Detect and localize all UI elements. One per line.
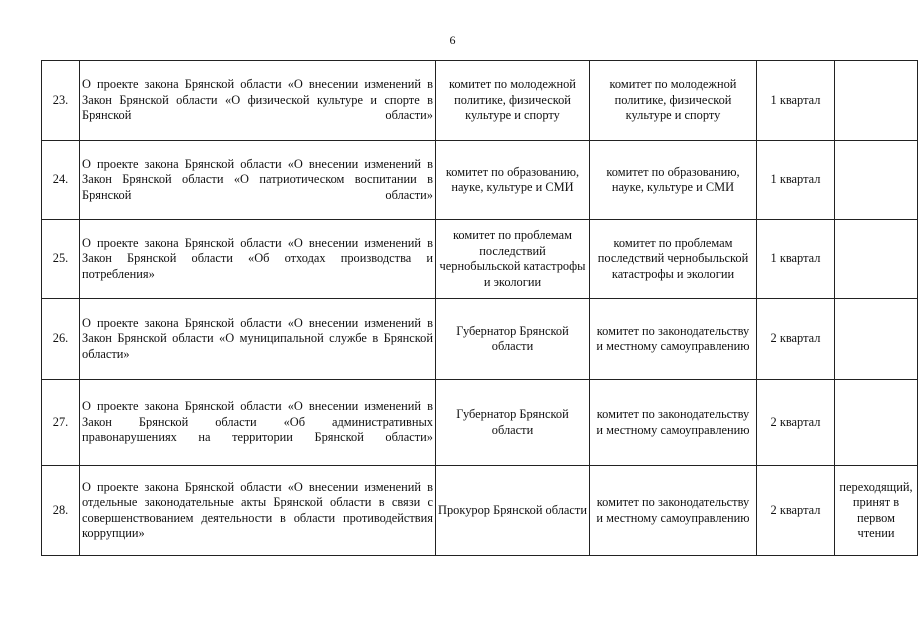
row-number: 25. bbox=[42, 220, 80, 299]
bill-title: О проекте закона Брянской области «О внесении изменений в Закон Брянской области «Об административных правонарушениях на территории Брянской области» bbox=[80, 380, 436, 466]
row-number: 24. bbox=[42, 141, 80, 220]
responsible-committee: комитет по образованию, науке, культуре и СМИ bbox=[590, 141, 757, 220]
table-row bbox=[42, 220, 918, 299]
responsible-committee: комитет по законодательству и местному самоуправлению bbox=[590, 466, 757, 556]
review-term: 1 квартал bbox=[757, 220, 835, 299]
table-row bbox=[42, 61, 918, 141]
bill-initiator: комитет по молодежной политике, физической культуре и спорту bbox=[436, 61, 590, 141]
bill-title: О проекте закона Брянской области «О внесении изменений в отдельные законодательные акты Брянской области в связи с совершенствованием деятельности в области противодействия коррупции» bbox=[80, 466, 436, 556]
table-row bbox=[42, 141, 918, 220]
bill-initiator: Прокурор Брянской области bbox=[436, 466, 590, 556]
table-row bbox=[42, 466, 918, 556]
review-term: 2 квартал bbox=[757, 299, 835, 380]
row-number: 27. bbox=[42, 380, 80, 466]
row-number: 28. bbox=[42, 466, 80, 556]
bill-initiator: Губернатор Брянской области bbox=[436, 299, 590, 380]
table-row bbox=[42, 299, 918, 380]
responsible-committee: комитет по законодательству и местному самоуправлению bbox=[590, 299, 757, 380]
review-term: 1 квартал bbox=[757, 61, 835, 141]
bill-title: О проекте закона Брянской области «О внесении изменений в Закон Брянской области «Об отходах производства и потребления» bbox=[80, 220, 436, 299]
table-row bbox=[42, 380, 918, 466]
review-term: 1 квартал bbox=[757, 141, 835, 220]
row-number: 26. bbox=[42, 299, 80, 380]
row-note bbox=[835, 299, 918, 380]
row-note bbox=[835, 220, 918, 299]
responsible-committee: комитет по молодежной политике, физической культуре и спорту bbox=[590, 61, 757, 141]
bill-initiator: комитет по образованию, науке, культуре и СМИ bbox=[436, 141, 590, 220]
page-number: 6 bbox=[449, 33, 456, 47]
responsible-committee: комитет по законодательству и местному самоуправлению bbox=[590, 380, 757, 466]
bill-title: О проекте закона Брянской области «О внесении изменений в Закон Брянской области «О муниципальной службе в Брянской области» bbox=[80, 299, 436, 380]
responsible-committee: комитет по проблемам последствий чернобыльской катастрофы и экологии bbox=[590, 220, 757, 299]
row-note bbox=[835, 380, 918, 466]
row-note bbox=[835, 61, 918, 141]
bill-initiator: Губернатор Брянской области bbox=[436, 380, 590, 466]
bill-initiator: комитет по проблемам последствий чернобыльской катастрофы и экологии bbox=[436, 220, 590, 299]
legislation-plan-table bbox=[41, 60, 918, 556]
row-number: 23. bbox=[42, 61, 80, 141]
review-term: 2 квартал bbox=[757, 466, 835, 556]
row-note bbox=[835, 141, 918, 220]
bill-title: О проекте закона Брянской области «О внесении изменений в Закон Брянской области «О физической культуре и спорте в Брянской области» bbox=[80, 61, 436, 141]
row-note: переходящий, принят в первом чтении bbox=[835, 466, 918, 556]
review-term: 2 квартал bbox=[757, 380, 835, 466]
bill-title: О проекте закона Брянской области «О внесении изменений в Закон Брянской области «О патриотическом воспитании в Брянской области» bbox=[80, 141, 436, 220]
